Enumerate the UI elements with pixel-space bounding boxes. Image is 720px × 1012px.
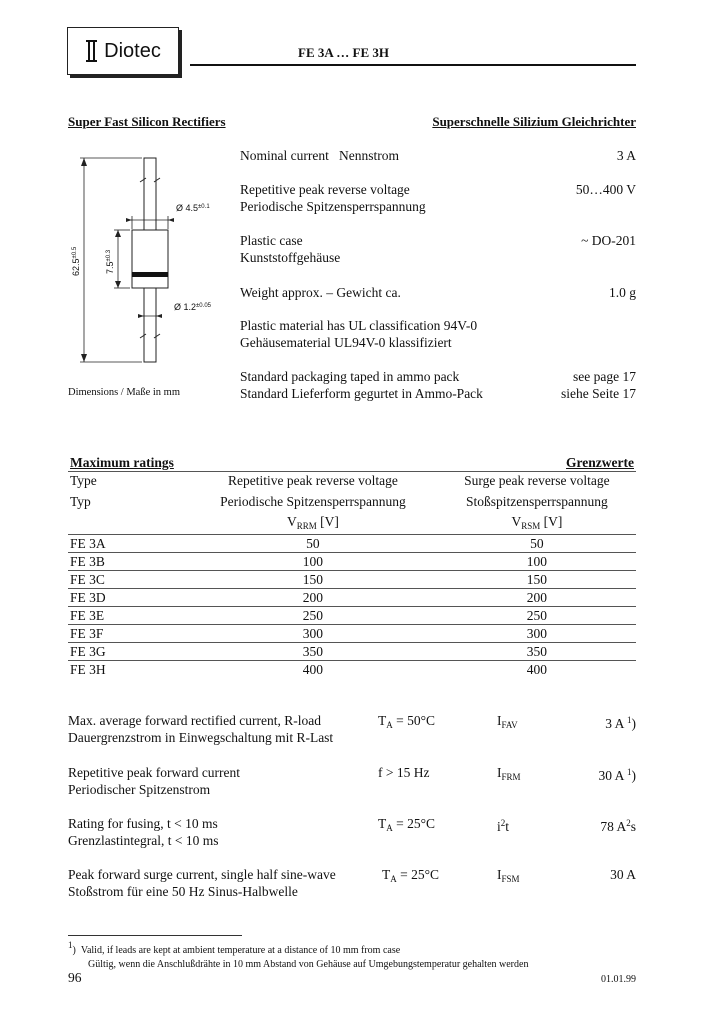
param-value: 78 $A^2s$: [600, 818, 636, 834]
row-vrsm: 50: [438, 535, 636, 553]
spec-label-en: Plastic material has UL classification 94V-0: [240, 318, 478, 333]
param-value: 30 A: [610, 867, 636, 882]
row-vrrm: 150: [188, 571, 438, 589]
param-value: 3 A $^1$): [605, 715, 636, 731]
param-label-de: Dauergrenzstrom in Einwegschaltung mit R-Last: [68, 730, 334, 745]
page-number: 96: [68, 970, 82, 985]
spec-value: 1.0 g: [609, 285, 636, 300]
ratings-title-de: Grenzwerte: [566, 454, 634, 470]
spec-label-en: Weight approx. – Gewicht ca.: [240, 285, 401, 300]
spec-value: see page 17: [573, 369, 636, 384]
footnote-rule: [68, 935, 242, 936]
dims-caption: Dimensions / Maße in mm: [68, 387, 180, 398]
row-vrsm: 300: [438, 625, 636, 643]
row-type: FE 3A: [68, 535, 188, 553]
param-symbol: $I_{FAV}$: [497, 713, 518, 730]
row-type: FE 3G: [68, 643, 188, 661]
body-length-label: $7.5^{\pm 0.3}$: [105, 249, 115, 274]
param-symbol: $i^2t$: [497, 818, 510, 834]
param-symbol: $I_{FRM}$: [497, 765, 521, 782]
col2-symbol: $V_{RRM}$ [V]: [286, 514, 339, 531]
spec-nominal-current: [240, 147, 399, 164]
param-symbol: $I_{FSM}$: [497, 867, 520, 884]
spec-value: 50…400 V: [575, 182, 636, 197]
spec-weight: [240, 284, 401, 301]
table-row: [68, 535, 636, 553]
row-vrsm: 150: [438, 571, 636, 589]
diode-body: [132, 230, 168, 288]
col3-en: Surge peak reverse voltage: [438, 472, 636, 490]
table-row: [68, 607, 636, 625]
spec-value: 3 A: [616, 148, 636, 163]
spec-label-de: Kunststoffgehäuse: [240, 250, 341, 265]
param-value: 30 A $^1$): [598, 767, 636, 783]
table-row: [68, 625, 636, 643]
param-label-en: Peak forward surge current, single half sine-wave: [68, 867, 336, 882]
param-condition: f > 15 Hz: [378, 765, 430, 780]
row-vrrm: 300: [188, 625, 438, 643]
ratings-title-row: [68, 454, 636, 472]
row-vrsm: 400: [438, 661, 636, 679]
param-condition: $T_A = 25^\circ C$: [378, 816, 436, 833]
spec-label-en: Nominal current: [240, 148, 329, 163]
ratings-header-row-3: [68, 510, 636, 535]
param-avg-current: [68, 712, 333, 746]
cathode-band: [132, 272, 168, 277]
brand-name: Diotec: [104, 39, 161, 62]
param-label-en: Repetitive peak forward current: [68, 765, 241, 780]
header-rule: [190, 64, 636, 66]
footnote-de: Gültig, wenn die Anschlußdrähte in 10 mm Abstand von Gehäuse auf Umgebungstemperatur gehalten werden: [88, 959, 529, 970]
diotec-logo-icon: [85, 40, 99, 62]
row-type: FE 3D: [68, 589, 188, 607]
row-vrrm: 250: [188, 607, 438, 625]
row-vrrm: 350: [188, 643, 438, 661]
param-rep-peak-current: [68, 764, 240, 798]
table-row: [68, 571, 636, 589]
spec-value: ~ DO-201: [581, 233, 636, 248]
col2-en: Repetitive peak reverse voltage: [188, 472, 438, 490]
row-type: FE 3F: [68, 625, 188, 643]
row-vrsm: 250: [438, 607, 636, 625]
col-type-de: Typ: [70, 493, 91, 509]
param-label-de: Periodischer Spitzenstrom: [68, 782, 211, 797]
row-type: FE 3E: [68, 607, 188, 625]
row-vrsm: 200: [438, 589, 636, 607]
footnote-en: 1) Valid, if leads are kept at ambient temperature at a distance of 10 mm from case: [68, 940, 401, 956]
spec-rep-peak-voltage: [240, 181, 426, 215]
ratings-title-en: Maximum ratings: [70, 454, 174, 470]
table-row: [68, 643, 636, 661]
row-type: FE 3H: [68, 661, 188, 679]
param-condition: $T_A = 50^\circ C$: [378, 713, 436, 730]
spec-label-en: Repetitive peak reverse voltage: [240, 182, 410, 197]
col2-de: Periodische Spitzensperrspannung: [220, 493, 406, 509]
param-fusing-rating: [68, 815, 218, 849]
col-type-en: Type: [68, 472, 188, 490]
spec-label-en: Plastic case: [240, 233, 303, 248]
title-de: Superschnelle Silizium Gleichrichter: [432, 114, 636, 129]
spec-label-de: Periodische Spitzensperrspannung: [240, 199, 426, 214]
param-condition: $T_A = 25^\circ C$: [382, 867, 440, 884]
param-label-de: Stoßstrom für eine 50 Hz Sinus-Halbwelle: [68, 884, 298, 899]
row-vrrm: 400: [188, 661, 438, 679]
ratings-header-row-1: [68, 472, 636, 490]
title-en: Super Fast Silicon Rectifiers: [68, 114, 226, 129]
row-vrrm: 50: [188, 535, 438, 553]
table-row: [68, 553, 636, 571]
col3-de: Stoßspitzensperrspannung: [466, 493, 608, 509]
spec-label-de: Nennstrom: [338, 148, 399, 163]
diode-dimension-drawing: [68, 150, 238, 390]
param-label-en: Max. average forward rectified current, R-load: [68, 713, 321, 728]
revision-date: 01.01.99: [601, 974, 636, 985]
page-title: FE 3A … FE 3H: [298, 45, 390, 60]
upper-lead: [144, 158, 156, 230]
row-vrsm: 100: [438, 553, 636, 571]
spec-packaging-values: [561, 368, 636, 402]
spec-case: [240, 232, 340, 266]
row-vrsm: 350: [438, 643, 636, 661]
ratings-header-row-2: [68, 489, 636, 510]
row-vrrm: 200: [188, 589, 438, 607]
param-label-de: Grenzlastintegral, t < 10 ms: [68, 833, 219, 848]
footnote: [68, 938, 636, 972]
spec-label-de: Gehäusematerial UL94V-0 klassifiziert: [240, 335, 452, 350]
spec-packaging: [240, 368, 483, 402]
lead-diameter-label: Ø $1.2^{\pm 0.05}$: [174, 302, 211, 312]
row-type: FE 3C: [68, 571, 188, 589]
row-vrrm: 100: [188, 553, 438, 571]
ratings-table: [68, 454, 636, 678]
lower-lead: [144, 288, 156, 362]
total-length-label: $62.5^{\pm 0.5}$: [71, 246, 81, 276]
param-surge-current: [68, 866, 336, 900]
table-row: [68, 661, 636, 679]
spec-value-de: siehe Seite 17: [561, 386, 636, 401]
spec-ul-class: [240, 317, 477, 351]
diotec-logo: [67, 27, 179, 75]
row-type: FE 3B: [68, 553, 188, 571]
param-label-en: Rating for fusing, t < 10 ms: [68, 816, 218, 831]
spec-label-de: Standard Lieferform gegurtet in Ammo-Pack: [240, 386, 483, 401]
col3-symbol: $V_{RSM}$ [V]: [511, 514, 563, 531]
table-row: [68, 589, 636, 607]
spec-label-en: Standard packaging taped in ammo pack: [240, 369, 460, 384]
body-diameter-label: Ø $4.5^{\pm 0.1}$: [176, 203, 210, 213]
